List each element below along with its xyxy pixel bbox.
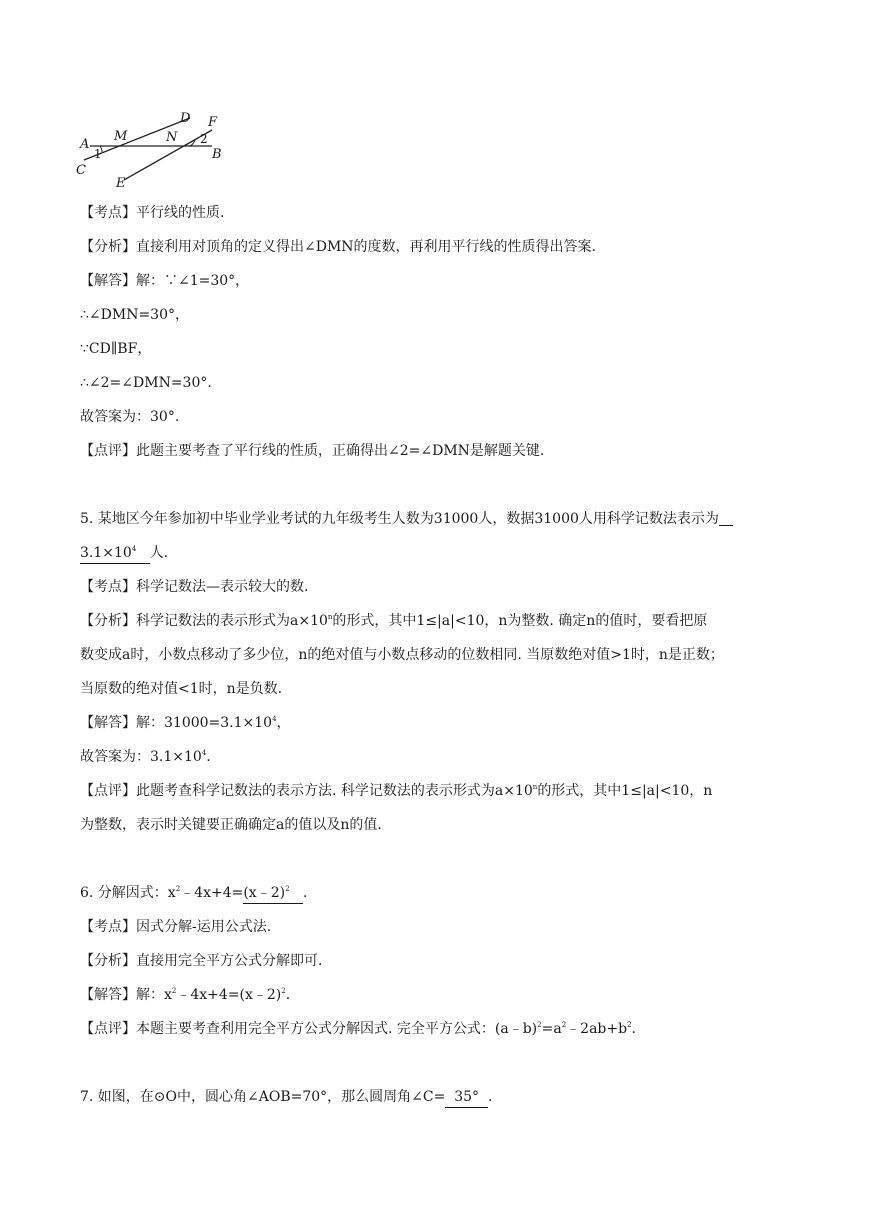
q6-blank-base: (x﹣2): [243, 885, 286, 901]
q4-fenxi: 【分析】直接利用对顶角的定义得出∠DMN的度数，再利用平行线的性质得出答案.: [80, 239, 596, 255]
q6-jieda-b: ﹣4x+4=(x﹣2): [176, 987, 282, 1003]
q5-fenxi-1a: 【分析】科学记数法的表示形式为a×10: [80, 613, 328, 629]
parallel-lines-figure: [72, 110, 232, 190]
q5-fenxi-1: [80, 611, 707, 631]
q6-answer-blank: [243, 883, 303, 904]
q6-stem-c: .: [302, 885, 308, 901]
q6-kaodian: 【考点】因式分解-运用公式法.: [80, 919, 272, 935]
q6-dianping-exp-2: 2: [561, 1021, 567, 1029]
label-c: C: [76, 163, 86, 178]
q5-answer-tail: 人.: [149, 545, 169, 561]
q5-dianping-1: [80, 781, 712, 801]
q6-dianping-c: ﹣2ab+b: [566, 1021, 628, 1037]
label-f: F: [208, 115, 218, 130]
q4-answer: 故答案为：30°.: [80, 409, 180, 425]
q5-blank-start: [719, 511, 733, 526]
q4-jieda-1: 【解答】解：∵∠1=30°，: [80, 273, 250, 289]
q5-stem-line-1: [80, 509, 733, 529]
q6-jieda-c: .: [285, 987, 291, 1003]
q4-dianping: 【点评】此题主要考查了平行线的性质，正确得出∠2=∠DMN是解题关键.: [80, 443, 545, 459]
q5-kaodian: 【考点】科学记数法—表示较大的数.: [80, 579, 309, 595]
q7-answer-blank: 35°: [445, 1087, 488, 1108]
q5-dianping-1a: 【点评】此题考查科学记数法的表示方法. 科学记数法的表示形式为a×10: [80, 783, 533, 799]
q6-jieda-exp-1: 2: [171, 987, 177, 995]
q6-blank-exp: 2: [285, 885, 290, 893]
q5-stem-text: 5. 某地区今年参加初中毕业学业考试的九年级考生人数为31000人，数据31000人用科学记数法表示为: [80, 511, 719, 527]
q6-dianping-d: .: [631, 1021, 636, 1037]
q5-dianping-1b: 的形式，其中1≤|a|<10，n: [537, 783, 713, 799]
label-n: N: [166, 130, 178, 145]
q5-answer-exp: 4: [131, 545, 137, 553]
q5-jieda-exp: 4: [272, 715, 277, 723]
q7-stem-b: .: [487, 1089, 493, 1105]
q4-jieda-2: ∴∠DMN=30°，: [80, 307, 189, 323]
q5-fenxi-2: 数变成a时，小数点移动了多少位，n的绝对值与小数点移动的位数相同. 当原数绝对值>1时，n是正数；: [80, 647, 724, 663]
q5-stem-line-2: [80, 543, 168, 564]
q6-dianping-a: 【点评】本题主要考查利用完全平方公式分解因式. 完全平方公式：(a﹣b): [80, 1021, 538, 1037]
q5-dianping-2: 为整数，表示时关键要正确确定a的值以及n的值.: [80, 817, 382, 833]
q5-answer-base: 3.1×10: [80, 545, 132, 561]
q5-answer: [80, 747, 211, 767]
q5-jieda-a: 【解答】解：31000=3.1×10: [80, 715, 273, 731]
q6-jieda-a: 【解答】解：x: [80, 987, 172, 1003]
q6-stem: [80, 883, 307, 904]
q5-jieda: [80, 713, 291, 733]
q6-dianping-exp-1: 2: [537, 1021, 542, 1029]
q4-jieda-4: ∴∠2=∠DMN=30°.: [80, 375, 212, 391]
q5-answer-b: .: [206, 749, 211, 765]
label-m: M: [114, 129, 128, 144]
q7-stem: [80, 1087, 492, 1108]
q5-answer-exp-2: 4: [201, 749, 207, 757]
q4-jieda-3: ∵CD∥BF，: [80, 341, 152, 357]
label-a: A: [80, 137, 90, 152]
q5-dianping-1-exp: n: [532, 783, 538, 791]
q4-kaodian: 【考点】平行线的性质.: [80, 205, 225, 221]
label-d: D: [180, 111, 191, 126]
q6-stem-b: ﹣4x+4=: [180, 885, 244, 901]
q6-jieda-exp-2: 2: [281, 987, 286, 995]
q6-stem-a: 6. 分解因式：x: [80, 885, 176, 901]
q6-dianping-b: =a: [541, 1021, 562, 1037]
q6-dianping-exp-3: 2: [627, 1021, 632, 1029]
label-angle-1: 1: [94, 147, 102, 161]
q7-stem-a: 7. 如图，在⊙O中，圆心角∠AOB=70°，那么圆周角∠C=: [80, 1089, 446, 1105]
q5-fenxi-1b: 的形式，其中1≤|a|<10，n为整数. 确定n的值时，要看把原: [332, 613, 708, 629]
q5-answer-blank: [80, 543, 150, 564]
q5-answer-a: 故答案为：3.1×10: [80, 749, 202, 765]
q6-fenxi: 【分析】直接用完全平方公式分解即可.: [80, 953, 323, 969]
q5-jieda-b: ，: [276, 715, 291, 731]
label-angle-2: 2: [200, 132, 208, 146]
label-b: B: [212, 147, 222, 162]
q6-dianping: [80, 1019, 636, 1039]
q5-fenxi-3: 当原数的绝对值<1时，n是负数.: [80, 681, 283, 697]
q6-stem-exp: 2: [175, 885, 181, 893]
q5-fenxi-1-exp: n: [327, 613, 333, 621]
label-e: E: [116, 176, 126, 190]
q6-jieda: [80, 985, 290, 1005]
